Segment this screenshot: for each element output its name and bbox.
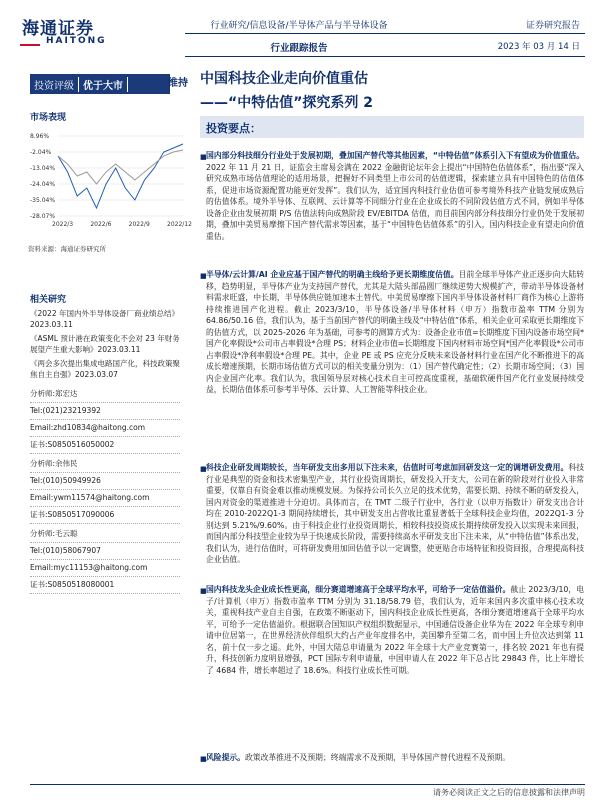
x-tick-label: 2022/3: [52, 221, 74, 228]
header-divider: [185, 33, 585, 34]
bullet-icon: ■: [200, 272, 207, 280]
market-heading: 市场表现: [30, 113, 67, 123]
bullet-icon: ■: [200, 153, 207, 161]
bullet-icon: ■: [200, 755, 207, 763]
logo-text: 海通证券: [22, 19, 94, 39]
analyst-tel: Tel:(010)50949926: [30, 473, 180, 490]
analyst-block: [30, 526, 180, 594]
logo-mark-icon: [20, 36, 40, 46]
related-item[interactable]: 《2022 年国内外半导体设备厂商业绩总结》2023.03.11: [30, 309, 179, 329]
footer-divider: [30, 784, 585, 785]
paragraph-text: 截止 2023/3/10，电子/计算机（申万）指数市盈率 TTM 分别为 31.18/58.79 倍，我们认为，近年来国内多次重申核心技术攻关，重视科技产业自主自强，在政策不断驱动下，国内科技企业成长性更高，各细分赛道增速高于全球平均水平，可给予一定估值溢价。根据联合国知识产权组织数据显示，中国通信设备企业华为在 2022 年全球专利申请中位居第一，在世界经济伙伴组织大约占产业年度排名中，美国攀升至第二名，而中国上升位次达到第 11 名，前十仅一步之遥。此外，中国大陆总申请量为 2022 年全球十大产业竞赛第一，排名较 2021 年也有提升，科技创新力度明显增强，PCT 国际专利申请量，中国申请人在 2022 年下总占比 29843 件，比上年增长了 4684 件，增长率超过了 18.6%。科技行业成长性可期。: [206, 585, 584, 675]
analyst-cert: 证书:S0850517090006: [30, 507, 180, 524]
logo-english: HAITONG: [46, 36, 107, 46]
rating-label: 投资评级: [34, 80, 74, 92]
x-tick-label: 2022/6: [90, 221, 112, 228]
y-tick-label: -2.04%: [30, 149, 52, 156]
market-chart: [28, 128, 192, 236]
y-tick-label: -28.07%: [30, 213, 56, 220]
paragraph-lead: 半导体/云计算/AI 企业应基于国产替代的明确主线给予更长期维度估值。: [206, 270, 459, 279]
industry-category: 行业研究/信息设备/半导体产品与半导体设备: [210, 21, 388, 31]
y-tick-label: -35.04%: [30, 197, 56, 204]
analyst-name: 分析师:郑宏达: [30, 386, 180, 403]
main-title: 中国科技企业走向价值重估: [200, 71, 368, 87]
paragraph-5: [206, 752, 584, 764]
x-ticks: [52, 221, 192, 228]
bullet-icon: ■: [200, 587, 207, 595]
paragraph-lead: 国内科技龙头企业成长性更高，细分赛道增速高于全球平均水平，可给予一定估值溢价。: [206, 585, 511, 594]
analyst-block: [30, 386, 180, 454]
analyst-email[interactable]: Email:myc11153@haitong.com: [30, 560, 180, 577]
paragraph-text: 科技行业是典型的资金和技术密集型产业，其行业投资周期长，研发投入开支大，公司在新的阶段对行业投入非常重要，仅靠自有资金难以推动规模发展。为保持公司长久立足的技术优势，需要长期、持续不断的研发投入，国内对资金的渠道推进十分迫切。具体而言，在 TMT 二级子行业中，各行业（以申万指数计）研发支出合计均在 2010-2022Q1-3 期间持续增长，其中研发支出占营收比重显著低于全球科技企业均值，2022Q1-3 分别达到 5.21%/9.60%。由于科技企业行业投资周期长，相较科技投资成长期持续研发投入以实现未来回报，而国内部分科技型企业较为早于快速成长阶段，需要持续高水平研发支出下注未来，从“中特估值”体系出发，我们认为，进行估值时，可将研发费用加回估值予以一定调整，使更贴合市场特征和投资回报，合理提高科技企业估值。: [206, 463, 585, 564]
bullet-icon: ■: [200, 465, 207, 473]
analyst-email[interactable]: Email:ywm11574@haitong.com: [30, 490, 180, 507]
paragraph-4: [206, 584, 584, 676]
key-points-heading: 投资要点：: [206, 122, 261, 135]
paragraph-lead: 风险提示。: [206, 753, 245, 762]
rating-box: [30, 74, 170, 94]
analyst-cert: 证书:S0850516050002: [30, 437, 180, 454]
rating-value: 优于大市: [78, 77, 128, 92]
paragraph-2: [206, 269, 584, 396]
chart-source: 资料来源：海通证券研究所: [28, 245, 106, 253]
paragraph-1: [206, 150, 584, 242]
related-item[interactable]: 《两会多次提出集成电路国产化，科技政策聚焦自主自强》2023.03.07: [30, 359, 180, 379]
analyst-cert: 证书:S0850518080001: [30, 577, 180, 594]
analyst-name: 分析师:毛云聪: [30, 526, 180, 543]
analyst-email[interactable]: Email:zhd10834@haitong.com: [30, 420, 180, 437]
x-tick-label: 2022/9: [128, 221, 150, 228]
paragraph-lead: 国内部分科技细分行业处于发展初期，叠加国产替代等其他因素，“中特估值”体系引入下有望成为价值重估。: [206, 151, 584, 160]
related-heading: 相关研究: [30, 295, 67, 305]
rating-action: 维持: [168, 78, 188, 89]
report-label: 证券研究报告: [525, 21, 580, 31]
paragraph-3: [206, 462, 584, 566]
paragraph-text: 政策改革推进不及预期；终端需求不及预期，半导体国产替代进程不及预期。: [244, 753, 511, 762]
y-ticks: [30, 133, 183, 220]
report-type: 行业跟踪报告: [270, 43, 328, 54]
paragraph-text: 目前全球半导体产业正逐步向大陆转移，趋势明显，半导体产业为支持国产替代，尤其是大陆头部晶圆厂继续逆势大规模扩产，带动半导体设备材料需求旺盛，中长期，半导体供应链加速本土替代。中美贸易摩擦下国内半导体设备材料厂商作为核心上游将持续推进国产化进程。截止 2023/3/10，半导体设备/半导体材料（申万）指数市盈率 TTM 分别为 64.86/50.16 倍，我们认为，基于当前国产替代的明确主线及“中特估值”体系，相关企业可采取更长期维度下的估值方式，以 2025-2026 年为基础，可参考的测算方式为：设备企业市值=长期维度下国内设备市场空间*国产化率假设*公司市占率假设*合理 PS；材料企业市值=长期维度下国内材料市场空间*国产化率假设*公司市占率假设*净利率假设*合理 PE。其中，企业 PE 或 PS 应充分反映未来设备材料行业在国产化不断推进下的高成长增速预期，长期市场估值方式可以的相关变量分别为：（1）国产替代确定性；（2）长期市场空间；（3）国内企业国产化率。我们认为，我国领导层对核心技术自主可控高度重视，基础软硬件国产化行业发展持续受益，长期估值体系可参考半导体、云计算、人工智能等科技企业。: [206, 270, 585, 394]
x-tick-label: 2022/12: [167, 221, 192, 228]
paragraph-text: 2022 年 11 月 21 日，证监会主席易会满在 2022 金融街论坛年会上提出“中国特色估值体系”，指出要“深入研究成熟市场估值理论的适用场景，把握好不同类型上市公司的估值逻辑，探索建立具有中国特色的估值体系，促进市场资源配置功能更好发挥”。我们认为，适宜国内科技行业估值可参考境外科技产业链发展成熟后的估值体系。境外半导体、互联网、云计算等不同细分行业在企业成长的不同阶段估值方式不同，例如半导体设备企业由发展初期 P/S 估值法转向成熟阶段 EV/EBITDA 估值，而目前国内部分科技细分行业仍处于发展初期，叠加中美贸易摩擦下国产替代需求等因素，基于“中国特色估值体系”的引入，国内科技企业有望走向价值重估。: [206, 162, 584, 241]
chart-series: [58, 144, 183, 208]
related-item[interactable]: 《ASML 预计港在政策变化不会对 23 年财务展望产生重大影响》2023.03.11: [30, 334, 180, 354]
sub-title: ——“中特估值”探究系列 2: [200, 95, 374, 111]
analyst-name: 分析师:余伟民: [30, 456, 180, 473]
report-date: 2023 年 03 月 14 日: [497, 42, 580, 52]
y-tick-label: -13.04%: [30, 165, 56, 172]
analyst-block: [30, 456, 180, 524]
y-tick-label: 8.96%: [30, 133, 50, 140]
footer-disclaimer: 请务必阅读正文之后的信息披露和法律声明: [433, 788, 585, 797]
y-tick-label: -24.04%: [30, 181, 56, 188]
header-divider-2: [185, 56, 585, 57]
related-list: [30, 308, 180, 383]
paragraph-lead: 科技企业研发周期较长，当年研发支出多用以下注未来，估值时可考虑加回研发这一定的调增研发费用。: [206, 463, 569, 472]
analyst-tel: Tel:(021)23219392: [30, 403, 180, 420]
analyst-tel: Tel:(010)58067907: [30, 543, 180, 560]
